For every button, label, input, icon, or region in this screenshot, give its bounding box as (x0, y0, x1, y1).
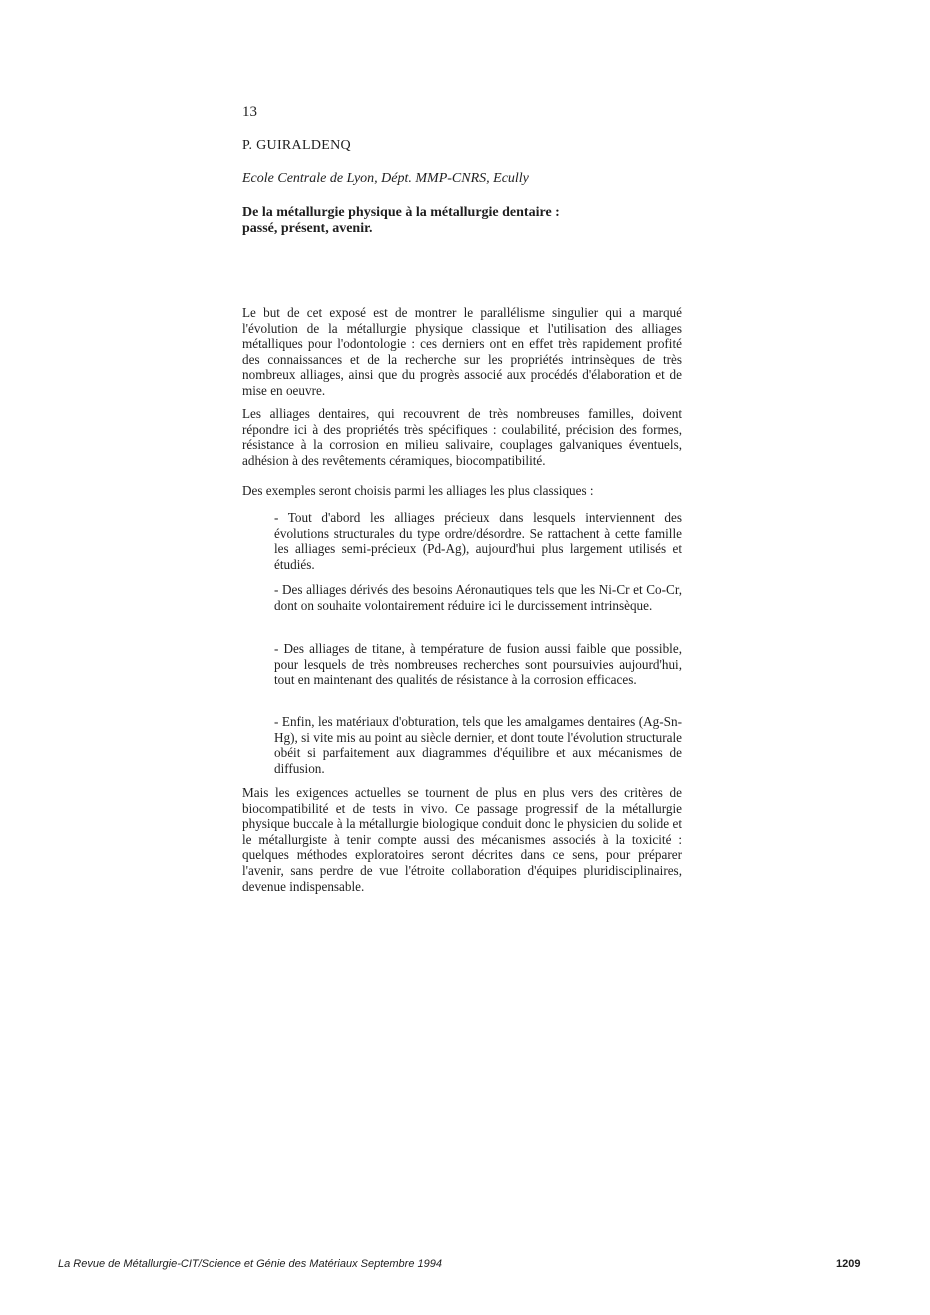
title-line-1: De la métallurgie physique à la métallurgie dentaire : (242, 205, 560, 220)
abstract-number: 13 (242, 104, 257, 120)
list-item-precious-alloys: - Tout d'abord les alliages précieux dans lesquels interviennent des évolutions structurales du type ordre/désordre. Se rattachent à cette famille les alliages semi-précieux (Pd-Ag), aujourd'hui plus largement utilisés et étudiés. (274, 510, 682, 572)
paper-title (242, 205, 560, 237)
author-affiliation: Ecole Centrale de Lyon, Dépt. MMP-CNRS, Ecully (242, 171, 529, 186)
author-name: P. GUIRALDENQ (242, 138, 351, 153)
title-line-2: passé, présent, avenir. (242, 221, 373, 236)
paragraph-conclusion: Mais les exigences actuelles se tournent de plus en plus vers des critères de biocompatibilité et de tests in vivo. Ce passage progressif de la métallurgie physique buccale à la métallurgie biologique conduit donc le physicien du solide et le métallurgiste à tenir compte aussi des mécanismes associés à la toxicité : quelques méthodes exploratoires seront décrites dans ce sens, pour préparer l'avenir, sans perdre de vue l'étroite collaboration d'équipes pluridisciplinaires, devenue indispensable. (242, 785, 682, 894)
footer-journal: La Revue de Métallurgie-CIT/Science et Génie des Matériaux Septembre 1994 (58, 1258, 442, 1270)
paragraph-alloys: Les alliages dentaires, qui recouvrent de très nombreuses familles, doivent répondre ici à des propriétés très spécifiques : coulabilité, précision des formes, résistance à la corrosion en milieu salivaire, couplages galvaniques éventuels, adhésion à des revêtements céramiques, biocompatibilité. (242, 406, 682, 468)
list-item-amalgams: - Enfin, les matériaux d'obturation, tels que les amalgames dentaires (Ag-Sn-Hg), si vite mis au point au siècle dernier, et dont toute l'évolution structurale obéit si parfaitement aux diagrammes d'équilibre et aux mécanismes de diffusion. (274, 714, 682, 776)
paragraph-examples: Des exemples seront choisis parmi les alliages les plus classiques : (242, 483, 594, 498)
footer-page-number: 1209 (836, 1258, 861, 1270)
list-item-titanium-alloys: - Des alliages de titane, à température de fusion aussi faible que possible, pour lesquels de très nombreuses recherches sont poursuivies aujourd'hui, tout en maintenant des qualités de résistance à la corrosion efficaces. (274, 641, 682, 688)
paragraph-intro: Le but de cet exposé est de montrer le parallélisme singulier qui a marqué l'évolution de la métallurgie physique classique et l'utilisation des alliages métalliques pour l'odontologie : ces derniers ont en effet très rapidement profité des connaissances et de la recherche sur les propriétés intrinsèques de très nombreux alliages, ainsi que du progrès associé aux procédés d'élaboration et de mise en oeuvre. (242, 305, 682, 398)
list-item-aeronautic-alloys: - Des alliages dérivés des besoins Aéronautiques tels que les Ni-Cr et Co-Cr, dont on souhaite volontairement réduire ici le durcissement intrinsèque. (274, 582, 682, 613)
